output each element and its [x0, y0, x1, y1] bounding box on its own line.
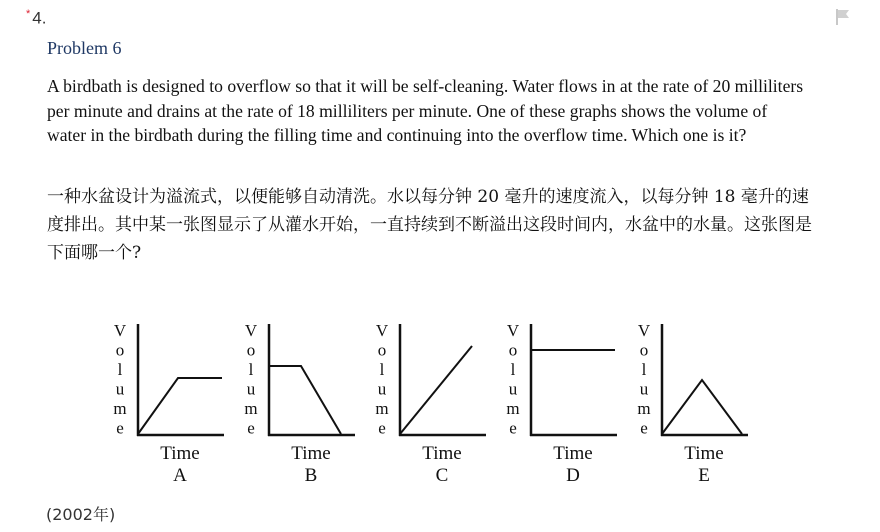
required-star: * — [26, 8, 31, 20]
y-axis-letter: l — [510, 360, 516, 379]
x-axis-label: Time — [422, 443, 462, 464]
graph-option-b — [244, 321, 355, 486]
question-text-zh: 一种水盆设计为溢流式，以便能够自动清洗。水以每分钟 20 毫升的速度流入，以每分钟 18 毫升的速度排出。其中某一张图显示了从灌水开始，一直持续到不断溢出这段时间内，水盆中的水量。这张图是下面哪一个? — [47, 187, 812, 263]
question-text-en: A birdbath is designed to overflow so that it will be self-cleaning. Water flows in at the rate of 20 milliliters per minute and drains at the rate of 18 milliliters per minute. One of these graphs shows the volume of water in the birdbath during the filling time and continuing into the overflow time. Which one is it? — [47, 76, 804, 145]
question-number-text: 4. — [32, 8, 47, 28]
volume-curve — [269, 366, 341, 434]
y-axis-letter: l — [379, 360, 385, 379]
y-axis-letter: u — [377, 379, 387, 399]
option-letter: B — [304, 465, 318, 486]
x-axis-label: Time — [160, 443, 200, 464]
y-axis-letter: m — [113, 399, 127, 418]
problem-title: Problem 6 — [47, 38, 122, 58]
y-axis-letter: m — [244, 399, 258, 418]
x-axis-label: Time — [291, 443, 331, 464]
x-axis-label: Time — [684, 443, 724, 464]
y-axis-letter: V — [375, 321, 389, 340]
flag-icon[interactable] — [834, 8, 852, 26]
y-axis-letter: e — [116, 418, 124, 438]
y-axis-letter: o — [246, 340, 256, 360]
y-axis-letter: l — [248, 360, 254, 379]
y-axis-letter: V — [244, 321, 258, 340]
graph-option-e — [637, 321, 748, 486]
y-axis-letter: o — [115, 340, 125, 360]
option-letter: C — [435, 465, 449, 486]
y-axis-letter: m — [506, 399, 520, 418]
option-letter: E — [698, 465, 710, 486]
graph-options — [100, 318, 780, 490]
y-axis-letter: m — [637, 399, 651, 418]
volume-curve — [138, 378, 222, 434]
option-letter: D — [566, 465, 580, 486]
y-axis-letter: e — [247, 418, 255, 438]
option-letter: A — [173, 465, 187, 486]
y-axis-letter: o — [639, 340, 649, 360]
x-axis-label: Time — [553, 443, 593, 464]
y-axis-letter: V — [637, 321, 651, 340]
graph-option-a — [113, 321, 224, 486]
y-axis-letter: V — [506, 321, 520, 340]
y-axis-letter: u — [639, 379, 649, 399]
volume-curve — [400, 346, 472, 434]
graph-option-d — [506, 321, 617, 486]
y-axis-letter: u — [246, 379, 256, 399]
y-axis-letter: u — [115, 379, 125, 399]
year-note: (2002年) — [46, 505, 116, 524]
volume-curve — [662, 380, 742, 434]
y-axis-letter: l — [641, 360, 647, 379]
y-axis-letter: u — [508, 379, 518, 399]
y-axis-letter: e — [640, 418, 648, 438]
graph-option-c — [375, 321, 486, 486]
y-axis-letter: o — [508, 340, 518, 360]
y-axis-letter: l — [117, 360, 123, 379]
y-axis-letter: e — [378, 418, 386, 438]
question-number — [26, 8, 46, 29]
y-axis-letter: m — [375, 399, 389, 418]
y-axis-letter: o — [377, 340, 387, 360]
y-axis-letter: V — [113, 321, 127, 340]
y-axis-letter: e — [509, 418, 517, 438]
